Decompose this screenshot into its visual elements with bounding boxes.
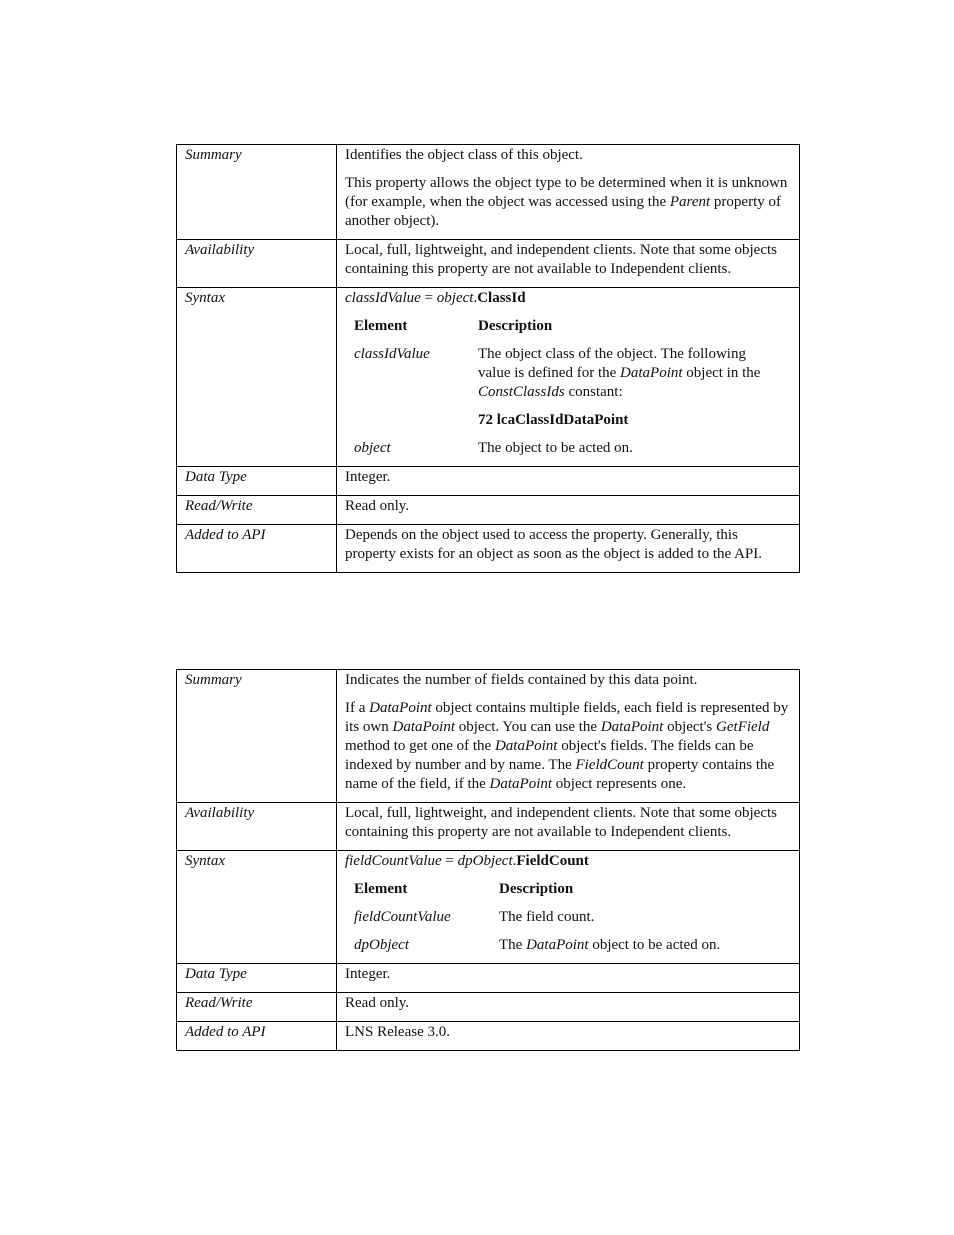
data-type-value: Integer. xyxy=(337,467,800,496)
summary-line: Identifies the object class of this object. xyxy=(345,147,583,163)
summary-value xyxy=(337,145,800,240)
element-description: The DataPoint object to be acted on. xyxy=(499,937,721,953)
element-description: The field count. xyxy=(499,909,595,925)
element-name: dpObject xyxy=(354,937,409,953)
syntax-row xyxy=(177,288,800,467)
classid-property-table xyxy=(176,144,800,573)
description-header: Description xyxy=(499,881,574,897)
added-to-api-label: Added to API xyxy=(177,1022,337,1051)
availability-value: Local, full, lightweight, and independent clients. Note that some objects containing this property are not available to Independent clients. xyxy=(337,240,800,288)
read-write-row xyxy=(177,496,800,525)
data-type-row xyxy=(177,964,800,993)
read-write-row xyxy=(177,993,800,1022)
added-to-api-value: Depends on the object used to access the property. Generally, this property exists for an object as soon as the object is added to the API. xyxy=(337,525,800,573)
syntax-label: Syntax xyxy=(177,851,337,964)
element-header: Element xyxy=(354,318,408,334)
added-to-api-row xyxy=(177,525,800,573)
syntax-value xyxy=(337,288,800,467)
added-to-api-value: LNS Release 3.0. xyxy=(337,1022,800,1051)
availability-label: Availability xyxy=(177,240,337,288)
availability-row xyxy=(177,240,800,288)
syntax-element-table xyxy=(346,317,778,458)
read-write-value: Read only. xyxy=(337,496,800,525)
element-description: The object to be acted on. xyxy=(478,440,633,456)
data-type-label: Data Type xyxy=(177,964,337,993)
syntax-row xyxy=(177,851,800,964)
element-name: classIdValue xyxy=(354,346,430,362)
summary-detail: This property allows the object type to be determined when it is unknown (for example, when the object was accessed using the Parent property of another object). xyxy=(345,175,788,229)
availability-row xyxy=(177,803,800,851)
added-to-api-label: Added to API xyxy=(177,525,337,573)
summary-value xyxy=(337,670,800,803)
summary-label: Summary xyxy=(177,145,337,240)
syntax-line: classIdValue = object.ClassId xyxy=(345,290,526,306)
syntax-line: fieldCountValue = dpObject.FieldCount xyxy=(345,853,589,869)
summary-row xyxy=(177,145,800,240)
data-type-row xyxy=(177,467,800,496)
data-type-value: Integer. xyxy=(337,964,800,993)
fieldcount-property-table xyxy=(176,669,800,1051)
availability-value: Local, full, lightweight, and independent clients. Note that some objects containing this property are not available to Independent clients. xyxy=(337,803,800,851)
description-header: Description xyxy=(478,318,553,334)
syntax-value xyxy=(337,851,800,964)
read-write-label: Read/Write xyxy=(177,993,337,1022)
constant-value: 72 lcaClassIdDataPoint xyxy=(478,412,629,428)
added-to-api-row xyxy=(177,1022,800,1051)
summary-detail: If a DataPoint object contains multiple fields, each field is represented by its own DataPoint object. You can use the DataPoint object's GetField method to get one of the DataPoint object's fields. The fields can be indexed by number and by name. The FieldCount property contains the name of the field, if the DataPoint object represents one. xyxy=(345,700,789,792)
data-type-label: Data Type xyxy=(177,467,337,496)
element-name: fieldCountValue xyxy=(354,909,451,925)
syntax-element-table xyxy=(346,880,779,955)
read-write-value: Read only. xyxy=(337,993,800,1022)
summary-line: Indicates the number of fields contained by this data point. xyxy=(345,672,698,688)
summary-label: Summary xyxy=(177,670,337,803)
read-write-label: Read/Write xyxy=(177,496,337,525)
element-description: The object class of the object. The following value is defined for the DataPoint object in the ConstClassIds constant: 72 lcaClassIdDataPoint xyxy=(478,346,761,428)
summary-row xyxy=(177,670,800,803)
element-name: object xyxy=(354,440,391,456)
syntax-label: Syntax xyxy=(177,288,337,467)
element-header: Element xyxy=(354,881,408,897)
availability-label: Availability xyxy=(177,803,337,851)
